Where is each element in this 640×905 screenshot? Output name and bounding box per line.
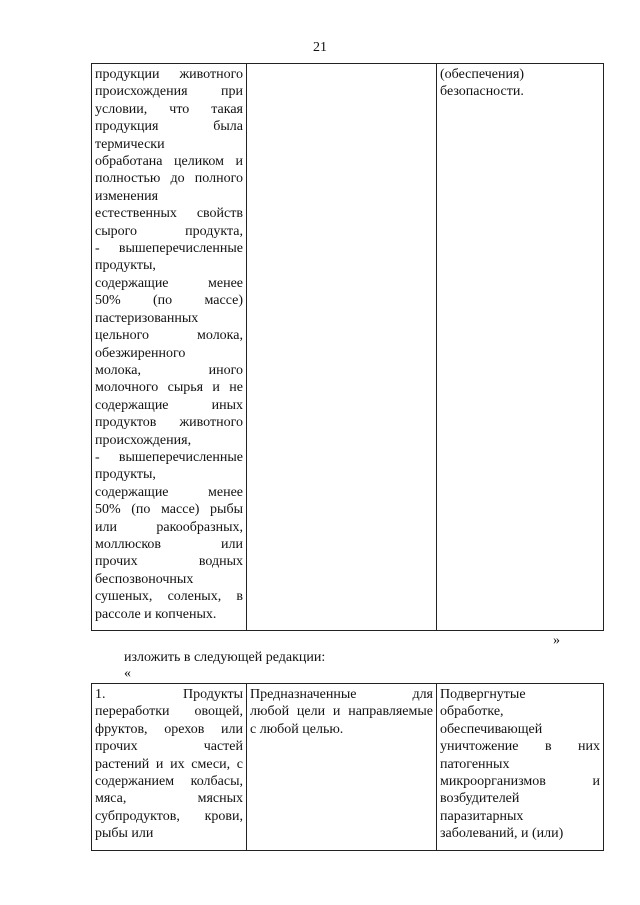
text-line: условии, что такая [95,101,243,117]
text-line: естественных свойств [95,206,243,222]
text-line: содержащие менее [95,484,243,500]
table2-col1-cell [92,684,247,851]
text-line: молока, иного [95,362,243,378]
text-line: молочного сырья и не [95,380,243,396]
text-line: с любой целью. [250,721,344,737]
text-line: продукции животного [95,67,243,82]
text-line: происхождения при [95,84,243,100]
text-line: продукты, [95,467,156,483]
text-line: пастеризованных [95,310,199,326]
table1-col3-text [440,66,600,101]
closing-quote: » [553,633,560,648]
table-row [92,64,604,631]
text-line: 50% (по массе) [95,293,243,309]
text-line: продукты, [95,258,156,274]
text-line: обработке, [440,704,504,720]
text-line: мяса, мясных [95,791,243,807]
text-line: моллюсков или [95,536,243,552]
text-line: (обеспечения) [440,67,525,82]
text-line: термически [95,136,165,152]
text-line: переработки овощей, [95,704,243,720]
text-line: происхождения, [95,432,192,448]
text-line: любой цели и направляемые [250,704,433,720]
new-edition-table [91,683,604,851]
text-line: изменения [95,188,159,204]
table2-col3-text [440,686,600,843]
text-line: прочих частей [95,739,243,755]
text-line: беспозвоночных [95,571,194,587]
table2-col2-text [250,686,433,738]
text-line: паразитарных [440,808,524,824]
opening-quote: « [124,666,131,681]
table2-col2-cell [247,684,437,851]
text-line: Подвергнутые [440,687,526,702]
text-line: сырого продукта, [95,223,243,239]
text-line: заболеваний, и (или) [440,826,564,842]
text-line: или ракообразных, [95,519,243,535]
text-line: сушеных, соленых, в [95,589,243,605]
text-line: Предназначенные для [250,687,433,702]
table2-col1-text [95,686,243,843]
text-line: уничтожение в них [440,739,600,755]
text-line: обработана целиком и [95,154,243,170]
text-line: рыбы или [95,826,154,842]
text-line: 1. Продукты [95,687,243,702]
page-number: 21 [313,40,327,55]
text-line: микроорганизмов и [440,774,600,790]
text-line: растений и их смеси, с [95,756,243,772]
table1-col1-text [95,66,243,623]
text-line: - вышеперечисленные [95,449,243,465]
text-line: субпродуктов, крови, [95,808,243,824]
text-line: содержанием колбасы, [95,774,243,790]
continued-table [91,63,604,631]
edit-instruction: изложить в следующей редакции: [124,650,326,665]
table-row [92,684,604,851]
text-line: обезжиренного [95,345,186,361]
text-line: возбудителей [440,791,520,807]
text-line: содержащие иных [95,397,243,413]
text-line: продуктов животного [95,415,243,431]
text-line: содержащие менее [95,275,243,291]
text-line: рассоле и копченых. [95,606,217,622]
table1-col1-cell [92,64,247,631]
text-line: - вышеперечисленные [95,241,243,257]
text-line: обеспечивающей [440,721,543,737]
text-line: цельного молока, [95,328,243,344]
text-line: безопасности. [440,84,524,100]
text-line: продукция была [95,119,243,135]
text-line: патогенных [440,756,510,772]
table1-col2-cell [247,64,437,631]
text-line: фруктов, орехов или [95,721,243,737]
text-line: прочих водных [95,554,243,570]
table2-col3-cell [437,684,604,851]
text-line: 50% (по массе) рыбы [95,502,243,518]
text-line: полностью до полного [95,171,243,187]
table1-col3-cell [437,64,604,631]
